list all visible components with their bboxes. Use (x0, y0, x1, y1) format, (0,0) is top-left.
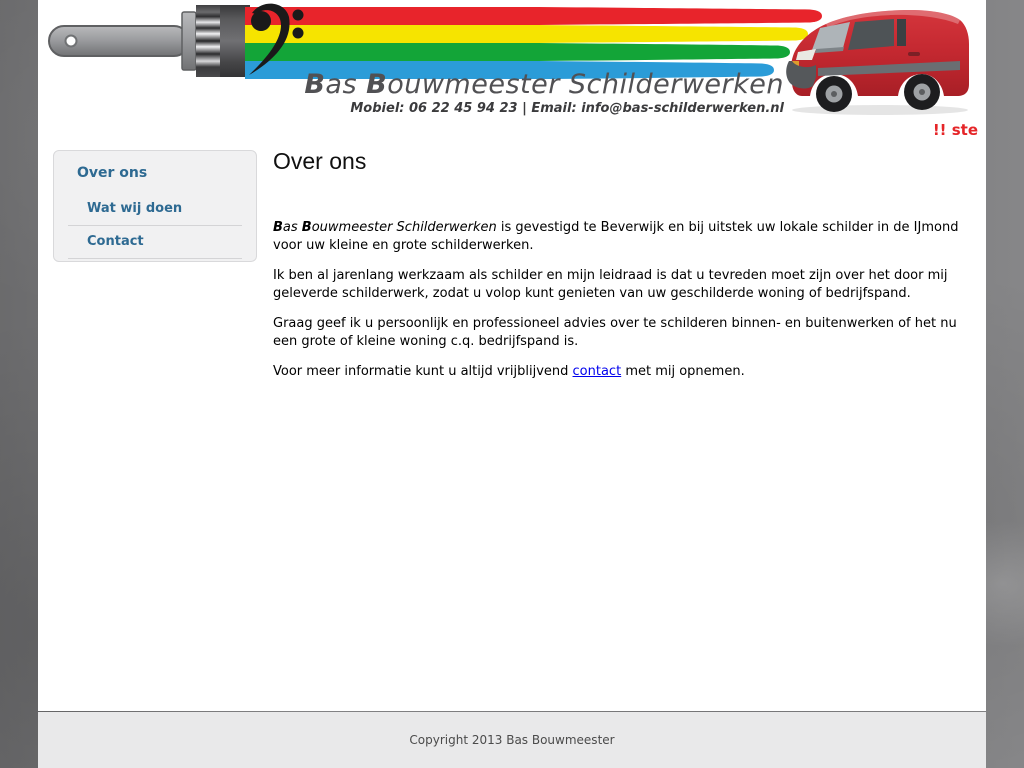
sidebar-item-contact[interactable]: Contact (87, 234, 144, 249)
company-name-b1: B (273, 220, 283, 235)
main-content (273, 148, 963, 394)
company-name-b2: B (301, 220, 312, 235)
experience-paragraph: Ik ben al jarenlang werkzaam als schilder en mijn leidraad is dat u tevreden moet zijn over het door mij geleverde schilderwerk, zodat u volop kunt genieten van uw geschilderde woning of bedrijfspand. (273, 268, 948, 301)
contact-text-before: Voor meer informatie kunt u altijd vrijblijvend (273, 364, 573, 379)
brand-contact-line: Mobiel: 06 22 45 94 23 | Email: info@bas-schilderwerken.nl (350, 101, 784, 116)
sidebar-item-over-ons[interactable]: Over ons (77, 165, 148, 181)
contact-link[interactable]: contact (572, 364, 622, 379)
advice-paragraph: Graag geef ik u persoonlijk en professioneel advies over te schilderen binnen- en buitenwerken of het nu een grote of kleine woning c.q. bedrijfspand is. (273, 316, 957, 349)
brand-title (304, 69, 784, 100)
company-name-i1: as (282, 220, 302, 235)
brand-title-b1: B (304, 69, 326, 100)
intro-text: is gevestigd te Beverwijk en bij uitstek uw lokale schilder in de IJmond voor uw kleine en grote schilderwerken. (273, 220, 959, 253)
company-name-i2: ouwmeester Schilderwerken (311, 220, 497, 235)
copyright-text: Copyright 2013 Bas Bouwmeester (409, 733, 615, 747)
sidebar-item-wat-wij-doen[interactable]: Wat wij doen (87, 201, 183, 216)
paintbrush-icon (49, 5, 250, 77)
handle-hole (66, 36, 77, 47)
sidebar-nav (53, 150, 257, 262)
footer (38, 712, 986, 768)
site-header (38, 0, 986, 145)
intro-paragraph (273, 219, 963, 254)
page-title: Over ons (273, 148, 367, 174)
red-van-image (786, 10, 969, 115)
brand-title-i1: as (325, 69, 367, 100)
contact-text-after: met mij opnemen. (621, 364, 745, 379)
scrolling-notice-text: !! ste (932, 121, 978, 139)
page-container (38, 0, 986, 768)
contact-paragraph (273, 363, 963, 381)
sidebar-divider (68, 258, 242, 259)
brand-title-i2: ouwmeester Schilderwerken (387, 69, 784, 100)
brand-title-b2: B (366, 69, 388, 100)
